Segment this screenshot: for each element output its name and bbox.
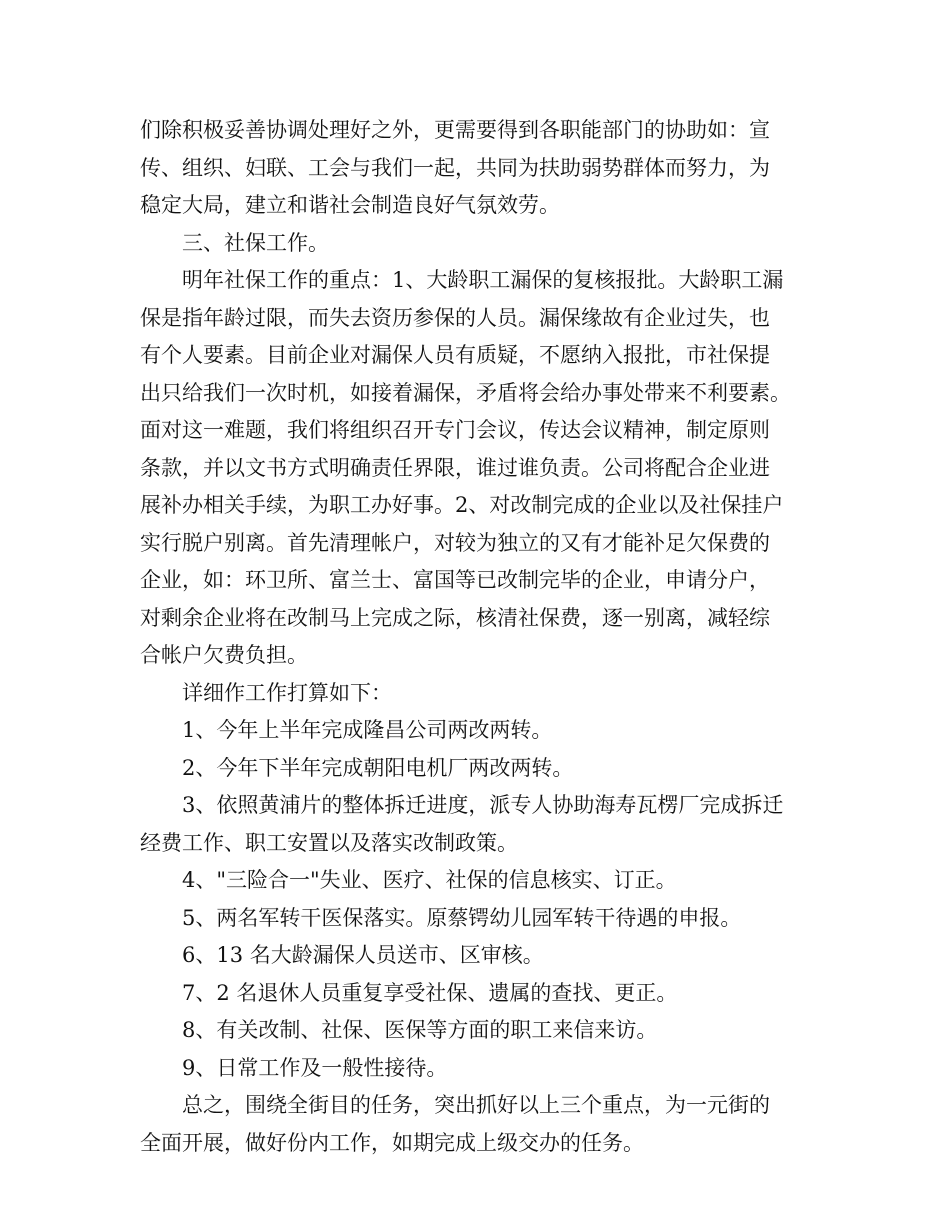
plan-item-8: 8、有关改制、社保、医保等方面的职工来信来访。: [182, 1018, 658, 1042]
text-line: 3、依照黄浦片的整体拆迁进度，派专人协助海寿瓦楞厂完成拆迁: [182, 793, 784, 817]
plan-item-4: 4、"三险合一"失业、医疗、社保的信息核实、订正。: [182, 868, 677, 892]
plan-item-2: 2、今年下半年完成朝阳电机厂两改两转。: [182, 755, 574, 780]
text-line: 合帐户欠费负担。: [140, 643, 308, 667]
document-body: [140, 112, 830, 1162]
text-line: 企业，如：环卫所、富兰士、富国等已改制完毕的企业，申请分户，: [140, 568, 770, 592]
text-line: 出只给我们一次时机，如接着漏保，矛盾将会给办事处带来不利要素。: [140, 380, 791, 405]
text-line: 实行脱户别离。首先清理帐户，对较为独立的又有才能补足欠保费的: [140, 530, 770, 555]
plan-item-7: 7、2 名退休人员重复享受社保、遗属的查找、更正。: [182, 980, 678, 1005]
text-line: 稳定大局，建立和谐社会制造良好气氛效劳。: [140, 193, 560, 217]
plan-item-9: 9、日常工作及一般性接待。: [182, 1055, 448, 1080]
text-line: 经费工作、职工安置以及落实改制政策。: [140, 830, 518, 855]
social-security-paragraph: [140, 262, 830, 675]
plan-item-1: 1、今年上半年完成隆昌公司两改两转。: [182, 718, 553, 742]
paragraph-continued: [140, 112, 830, 225]
text-line: 全面开展，做好份内工作，如期完成上级交办的任务。: [140, 1130, 644, 1155]
plan-item-3: [140, 787, 830, 862]
text-line: 保是指年龄过限，而失去资历参保的人员。漏保缘故有企业过失，也: [140, 305, 770, 330]
section-heading: 三、社保工作。: [182, 230, 329, 255]
plan-item-5: 5、两名军转干医保落实。原蔡锷幼儿园军转干待遇的申报。: [182, 905, 742, 930]
text-line: 有个人要素。目前企业对漏保人员有质疑，不愿纳入报批，市社保提: [140, 343, 770, 367]
text-line: 对剩余企业将在改制马上完成之际，核清社保费，逐一别离，减轻综: [140, 605, 770, 630]
plan-intro: 详细作工作打算如下：: [182, 680, 392, 705]
text-line: 展补办相关手续，为职工办好事。2、对改制完成的企业以及社保挂户: [140, 493, 784, 517]
text-line: 们除积极妥善协调处理好之外，更需要得到各职能部门的协助如：宣: [140, 118, 770, 142]
text-line: 面对这一难题，我们将组织召开专门会议，传达会议精神，制定原则: [140, 418, 770, 442]
plan-item-6: 6、13 名大龄漏保人员送市、区审核。: [182, 943, 544, 967]
text-line: 明年社保工作的重点：1、大龄职工漏保的复核报批。大龄职工漏: [182, 268, 784, 292]
text-line: 总之，围绕全街目的任务，突出抓好以上三个重点，为一元街的: [182, 1093, 770, 1117]
text-line: 条款，并以文书方式明确责任界限，谁过谁负责。公司将配合企业进: [140, 455, 770, 480]
text-line: 传、组织、妇联、工会与我们一起，共同为扶助弱势群体而努力，为: [140, 155, 770, 180]
conclusion-paragraph: [140, 1087, 830, 1162]
